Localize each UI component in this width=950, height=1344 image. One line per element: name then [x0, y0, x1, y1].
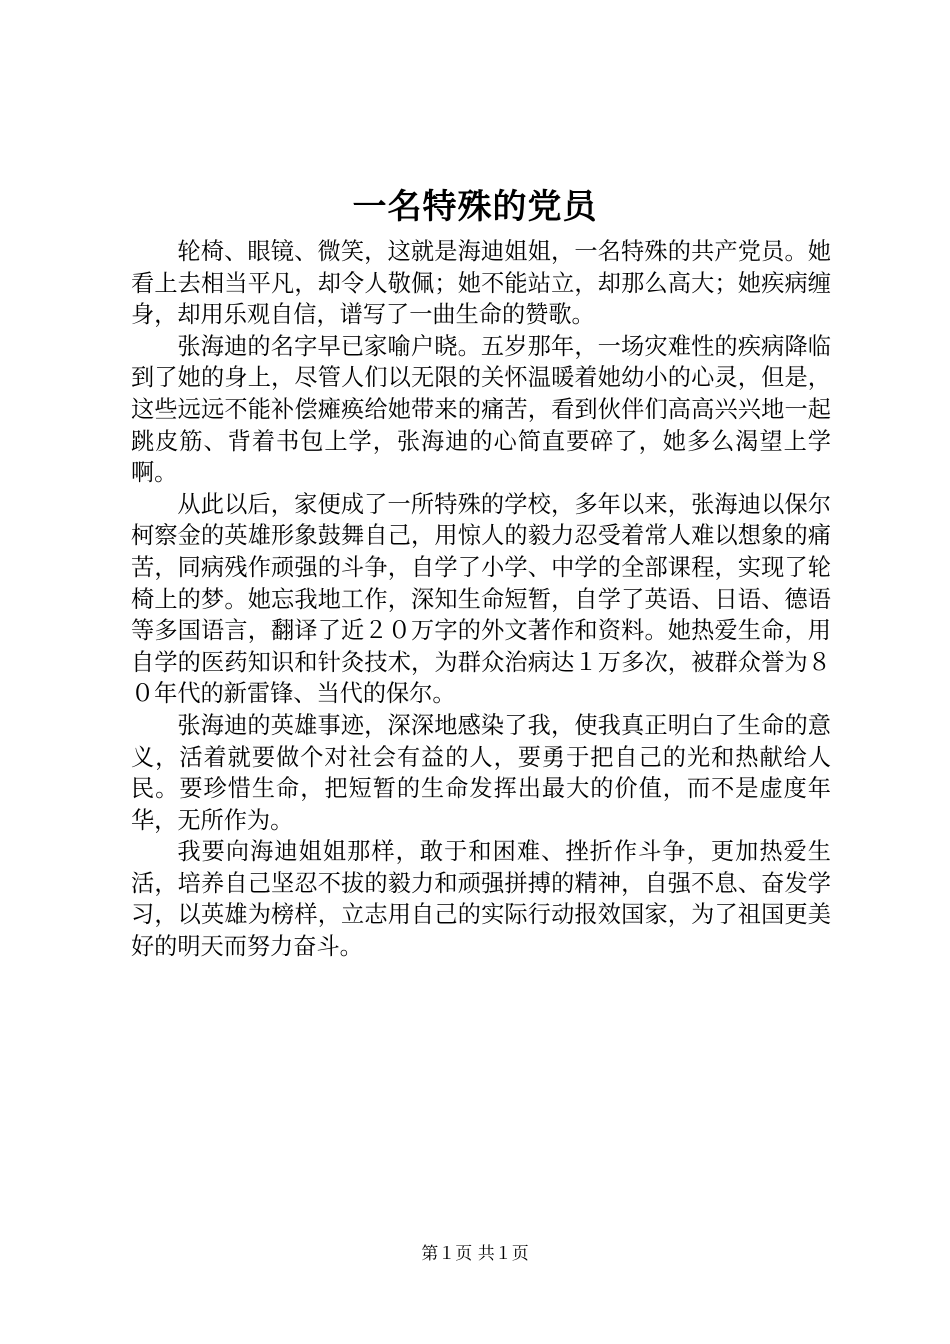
- document-body: [131, 236, 831, 963]
- paragraph-4: 张海迪的英雄事迹，深深地感染了我，使我真正明白了生命的意义，活着就要做个对社会有益的人，要勇于把自己的光和热献给人民。要珍惜生命，把短暂的生命发挥出最大的价值，而不是虚度年华，无所作为。: [131, 711, 831, 834]
- paragraph-2: 张海迪的名字早已家喻户晓。五岁那年，一场灾难性的疾病降临到了她的身上，尽管人们以无限的关怀温暖着她幼小的心灵，但是，这些远远不能补偿瘫痪给她带来的痛苦，看到伙伴们高高兴兴地一起跳皮筋、背着书包上学，张海迪的心简直要碎了，她多么渴望上学啊。: [131, 332, 831, 487]
- paragraph-1: 轮椅、眼镜、微笑，这就是海迪姐姐，一名特殊的共产党员。她看上去相当平凡，却令人敬佩；她不能站立，却那么高大；她疾病缠身，却用乐观自信，谱写了一曲生命的赞歌。: [131, 238, 831, 329]
- document-title: 一名特殊的党员: [352, 187, 598, 227]
- page-footer: 第１页 共１页: [421, 1244, 529, 1264]
- paragraph-3: 从此以后，家便成了一所特殊的学校，多年以来，张海迪以保尔柯察金的英雄形象鼓舞自己，用惊人的毅力忍受着常人难以想象的痛苦，同病残作顽强的斗争，自学了小学、中学的全部课程，实现了轮椅上的梦。她忘我地工作，深知生命短暂，自学了英语、日语、德语等多国语言，翻译了近２０万字的外文著作和资料。她热爱生命，用自学的医药知识和针灸技术，为群众治病达１万多次，被群众誉为８０年代的新雷锋、当代的保尔。: [131, 490, 831, 708]
- paragraph-5: 我要向海迪姐姐那样，敢于和困难、挫折作斗争，更加热爱生活，培养自己坚忍不拔的毅力和顽强拼搏的精神，自强不息、奋发学习，以英雄为榜样，立志用自己的实际行动报效国家，为了祖国更美好的明天而努力奋斗。: [131, 838, 831, 961]
